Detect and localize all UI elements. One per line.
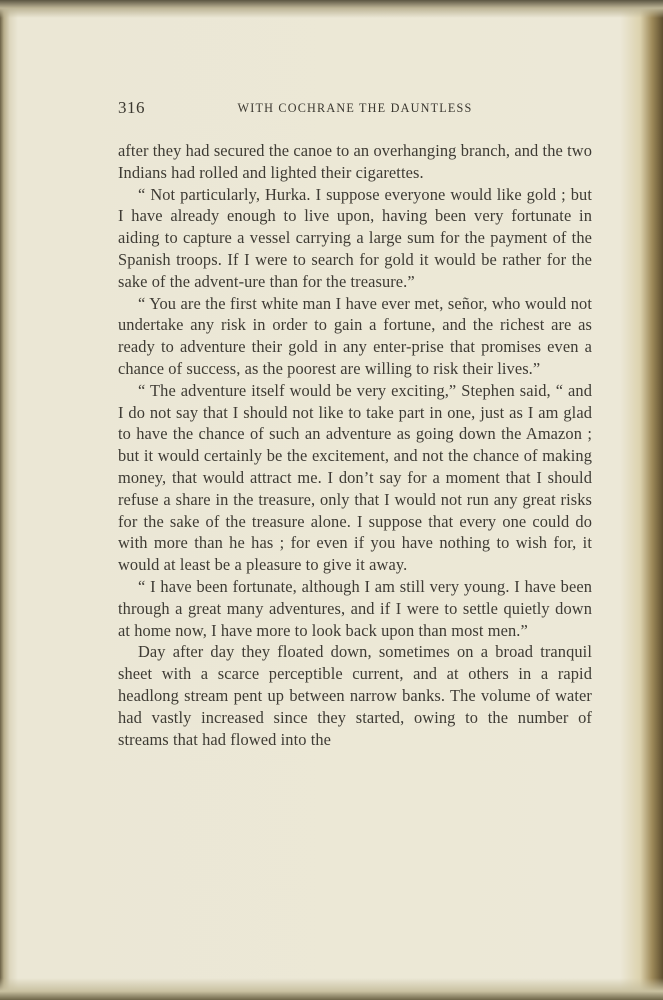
paragraph: “ You are the first white man I have ever met, señor, who would not undertake any risk in order to gain a fortune, and the richest are as ready to adventure their gold in any enter-prise that promises even a chance of success, as the poorest are willing to risk their lives.” xyxy=(118,293,592,378)
paragraph: “ The adventure itself would be very exciting,” Stephen said, “ and I do not say that I should not like to take part in one, just as I am glad to have the chance of such an adventure as going down the Amazon ; but it would certainly be the excitement, and not the chance of making money, that would attract me. I don’t say for a moment that I should refuse a share in the treasure, only that I would not run any great risks for the sake of the treasure alone. I suppose that every one could do with more than he has ; for even if you have nothing to wish for, it would at least be a pleasure to give it away. xyxy=(118,380,592,575)
running-head xyxy=(118,98,592,120)
body-text xyxy=(118,140,592,750)
paragraph-continuation: after they had secured the canoe to an overhanging branch, and the two Indians had rolled and lighted their cigarettes. xyxy=(118,141,592,182)
paragraph: Day after day they floated down, sometimes on a broad tranquil sheet with a scarce perceptible current, and at others in a rapid headlong stream pent up between narrow banks. The volume of water had vastly increased since they started, owing to the number of streams that had flowed into the xyxy=(118,642,592,749)
running-title: WITH COCHRANE THE DAUNTLESS xyxy=(237,101,473,115)
paragraph: “ I have been fortunate, although I am still very young. I have been through a great many adventures, and if I were to settle quietly down at home now, I have more to look back upon than most men.” xyxy=(118,576,592,640)
page-number: 316 xyxy=(118,98,145,117)
paragraph: “ Not particularly, Hurka. I suppose everyone would like gold ; but I have already enough to live upon, having been very fortunate in aiding to capture a vessel carrying a large sum for the payment of the Spanish troops. If I were to search for gold it would be rather for the sake of the advent-ure than for the treasure.” xyxy=(118,184,592,291)
